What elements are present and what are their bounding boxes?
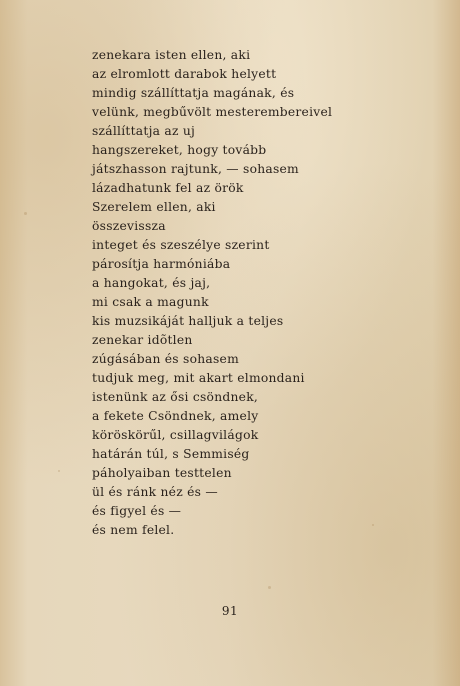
poem-line: mi csak a magunk (92, 295, 209, 309)
poem-line: az elromlott darabok helyett (92, 67, 277, 81)
paper-stain (58, 470, 60, 472)
poem-line: mindig szállíttatja magának, és (92, 86, 295, 100)
paper-stain (372, 524, 374, 526)
poem-line: tudjuk meg, mit akart elmondani (92, 371, 305, 385)
poem-line: páholyaiban testtelen (92, 466, 232, 480)
poem-line: határán túl, s Semmiség (92, 447, 250, 461)
poem-line: és nem felel. (92, 523, 175, 537)
poem-line: zenekara isten ellen, aki (92, 48, 251, 62)
poem-line: hangszereket, hogy tovább (92, 143, 267, 157)
poem-line: játszhasson rajtunk, — sohasem (92, 162, 299, 176)
paper-stain (268, 586, 271, 589)
poem-line: összevissza (92, 219, 166, 233)
poem-line: szállíttatja az uj (92, 124, 196, 138)
poem-line: és figyel és — (92, 504, 182, 518)
poem-line: Szerelem ellen, aki (92, 200, 216, 214)
poem-line: velünk, megbűvölt mesterembereivel (92, 105, 333, 119)
poem-line: istenünk az ősi csöndnek, (92, 390, 259, 404)
poem-line: zúgásában és sohasem (92, 352, 239, 366)
poem-text (92, 46, 332, 540)
poem-line: integet és szeszélye szerint (92, 238, 270, 252)
page-number: 91 (221, 604, 239, 618)
poem-line: párosítja harmóniába (92, 257, 231, 271)
poem-line: lázadhatunk fel az örök (92, 181, 244, 195)
poem-line: zenekar idõtlen (92, 333, 193, 347)
poem-line: kis muzsikáját halljuk a teljes (92, 314, 284, 328)
poem-line: a hangokat, és jaj, (92, 276, 211, 290)
poem-line: a fekete Csöndnek, amely (92, 409, 259, 423)
paper-stain (24, 212, 27, 215)
poem-line: köröskörűl, csillagvilágok (92, 428, 259, 442)
poem-line: ül és ránk néz és — (92, 485, 218, 499)
